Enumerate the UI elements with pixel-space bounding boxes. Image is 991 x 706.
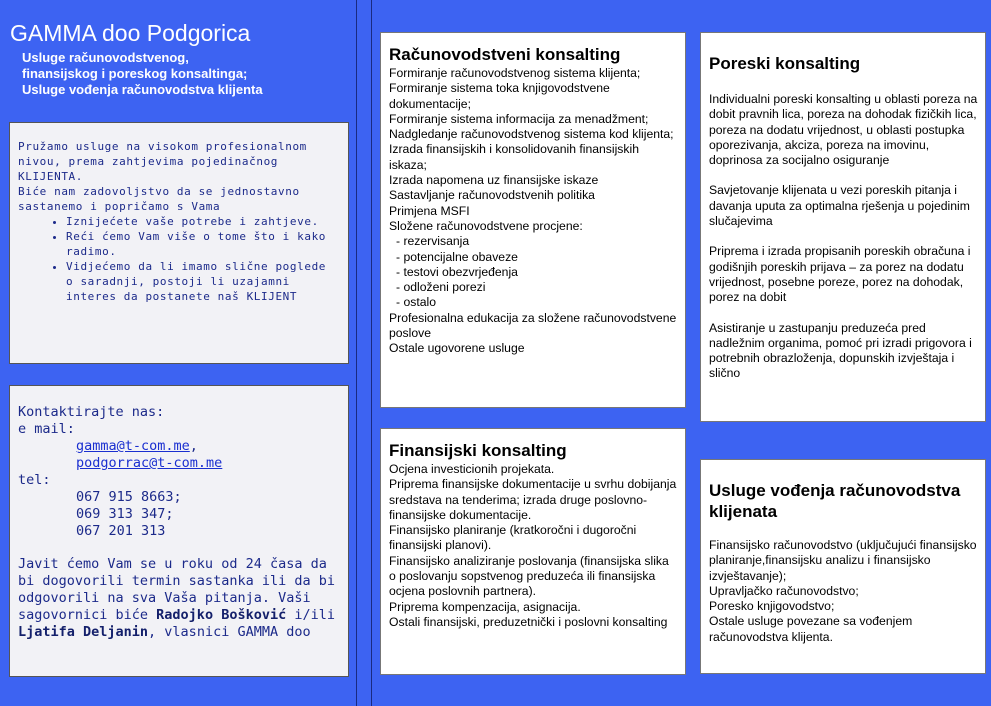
contact-heading: Kontaktirajte nas: (18, 404, 165, 420)
subtitle-line: Usluge računovodstvenog, (22, 50, 189, 65)
service-item: Složene računovodstvene procjene: (389, 218, 583, 233)
subtitle-line: finansijskog i poreskog konsaltinga; (22, 66, 248, 81)
intro-bullet: • Vidjećemo da li imamo slične poglede o saradnji, postoji li uzajamni interes da postanete naš KLIJENT (66, 259, 340, 304)
service-paragraph: Priprema i izrada propisanih poreskih obračuna i godišnjih poreskih prijava – za porez na dodatu vrijednost, posebne poreze, porez na dohodak, porez na dobit (709, 244, 971, 305)
contact-note-text: i/ili (286, 607, 335, 623)
company-title: GAMMA doo Podgorica (10, 20, 251, 46)
service-item: Finansijsko analiziranje poslovanja (finansijska slika o poslovanju sopstvenog preduzeća ili finansijska ocjena poslovnih partnera). (389, 553, 669, 599)
intro-paragraph: Biće nam zadovoljstvo da se jednostavno sastanemo i popričamo s Vama (18, 185, 300, 213)
service-item: Sastavljanje računovodstvenih politika (389, 188, 595, 203)
tel-label: tel: (18, 472, 51, 488)
service-item: Poresko knjigovodstvo; (709, 599, 835, 614)
subtitle-line: Usluge vođenja računovodstva klijenta (22, 82, 263, 97)
service-item: Upravljačko računovodstvo; (709, 583, 859, 598)
intro-paragraph: Pružamo usluge na visokom profesionalnom nivou, prema zahtjevima pojedinačnog KLIJENTA. (18, 140, 307, 183)
phone-number: 067 915 8663; (76, 489, 182, 505)
service-subitem: - ostalo (396, 295, 436, 310)
section-title: Računovodstveni konsalting (389, 45, 621, 64)
email-row: gamma@t-com.me, (76, 438, 198, 454)
service-item: Formiranje sistema toka knjigovodstvene dokumentacije; (389, 81, 610, 111)
service-item: Ostali finansijski, preduzetnički i poslovni konsalting (389, 614, 668, 629)
section-title: Finansijski konsalting (389, 441, 567, 460)
service-item: Finansijsko računovodstvo (uključujući finansijsko planiranje,finansijsku analizu i finansijsko izvještavanje); (709, 538, 977, 583)
service-item: Formiranje računovodstvenog sistema klijenta; (389, 66, 641, 80)
email-label: e mail: (18, 421, 75, 437)
service-item: Priprema finansijske dokumentacije u svrhu dobijanja sredstava na tenderima; izrada druge poslovno-finansijske dokumentacije. (389, 477, 677, 522)
contact-note (18, 556, 340, 641)
email-row (18, 455, 340, 472)
email-link[interactable]: gamma@t-com.me (76, 438, 190, 454)
contact-box (9, 385, 349, 677)
email-link[interactable]: podgorrac@t-com.me (76, 455, 223, 471)
divider-line-left (356, 0, 357, 706)
service-item: Primjena MSFI (389, 203, 470, 218)
accounting-consulting-box (380, 32, 686, 408)
service-paragraph: Savjetovanje klijenata u vezi poreskih pitanja i davanja uputa za optimalna rješenja u pojedinim slučajevima (709, 183, 970, 229)
intro-bullet: • Reći ćemo Vam više o tome što i kako radimo. (66, 229, 340, 259)
section-title: Usluge vođenja računovodstva klijenata (709, 481, 961, 521)
service-subitem: - odloženi porezi (396, 280, 486, 295)
service-item: Profesionalna edukacija za složene računovodstvene poslove (389, 310, 677, 341)
intro-box (9, 122, 349, 364)
service-item: Finansijsko planiranje (kratkoročni i dugoročni finansijski planovi). (389, 523, 637, 553)
phone-number: 069 313 347; (76, 506, 174, 522)
phone-number: 067 201 313 (76, 523, 166, 539)
company-subtitle (22, 50, 342, 98)
contact-person: Ljatifa Deljanin (18, 624, 149, 640)
contact-note-text: Javit ćemo Vam se u roku od 24 časa da bi dogovorili termin sastanka ili da bi odgovorili na sva Vaša pitanja. Vaši sagovornici biće (18, 556, 335, 623)
intro-bullet-list (18, 214, 340, 304)
tax-consulting-box (700, 32, 986, 422)
service-subitem: - testovi obezvrjeđenja (396, 264, 518, 279)
service-item: Ostale ugovorene usluge (389, 341, 525, 356)
service-item: Priprema kompenzacija, asignacija. (389, 599, 581, 614)
service-subitem: - potencijalne obaveze (396, 249, 518, 264)
service-item: Nadgledanje računovodstvenog sistema kod klijenta; (389, 127, 674, 142)
contact-person: Radojko Bošković (156, 607, 287, 623)
financial-consulting-box (380, 428, 686, 675)
service-paragraph: Asistiranje u zastupanju preduzeća pred nadležnim organima, pomoć pri izradi prigovora i potrebnih obrazloženja, dopunskih izvještaja i slično (709, 320, 972, 381)
service-item: Ostale usluge povezane sa vođenjem računovodstva klijenta. (709, 614, 913, 644)
divider-line-right (371, 0, 372, 706)
service-subitem: - rezervisanja (396, 234, 470, 249)
service-paragraph: Individualni poreski konsalting u oblasti poreza na dobit pravnih lica, poreza na dohodak fizičkih lica, poreza na dodatu vrijednost, u oblasti postupka oporezivanja, akciza, poreza na imovinu, doprinosa za socijalno osiguranje (709, 92, 978, 168)
intro-bullet: • Iznijećete vaše potrebe i zahtjeve. (66, 214, 340, 229)
service-item: Izrada finansijskih i konsolidovanih finansijskih iskaza; (389, 142, 639, 172)
service-item: Formiranje sistema informacija za menadžment; (389, 111, 649, 126)
service-item: Izrada napomena uz finansijske iskaze (389, 173, 599, 188)
section-title: Poreski konsalting (709, 54, 861, 73)
bookkeeping-box (700, 459, 986, 674)
service-item: Ocjena investicionih projekata. (389, 462, 555, 476)
contact-note-text: , vlasnici GAMMA doo (148, 624, 311, 640)
